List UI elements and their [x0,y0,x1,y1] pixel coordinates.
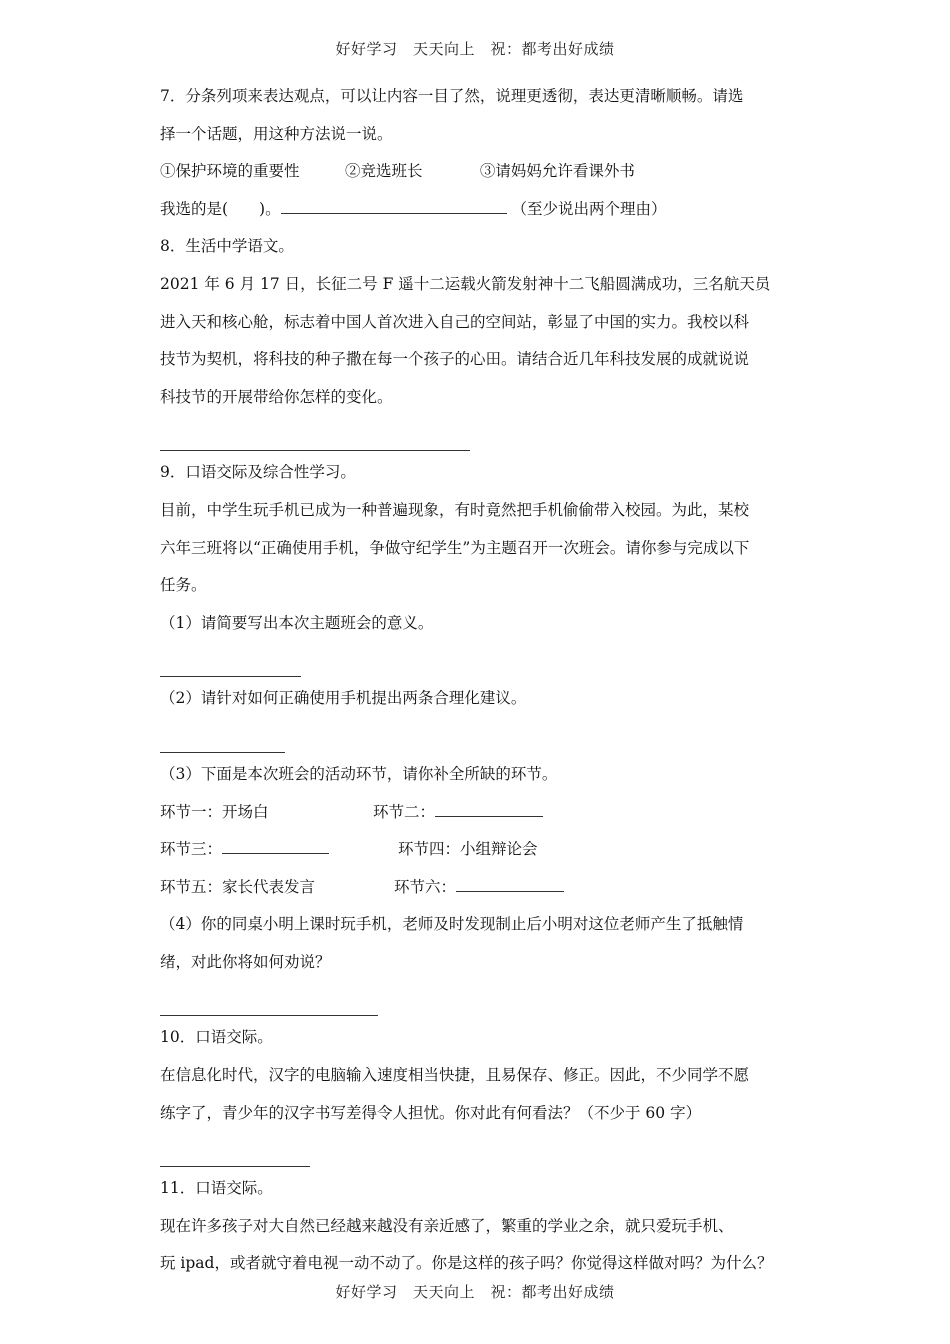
q9-step-3-label: 环节三： [160,840,223,859]
q10-para-line-1: 在信息化时代，汉字的电脑输入速度相当快捷，且易保存、修正。因此，不少同学不愿 [160,1066,750,1085]
page-header: 好好学习 天天向上 祝：都考出好成绩 [335,40,615,58]
q10-title: 10．口语交际。 [160,1028,273,1047]
q11-title: 11．口语交际。 [160,1179,273,1198]
q7-option-1: ①保护环境的重要性 [160,162,300,181]
q7-answer-prefix: 我选的是( )。 [160,199,281,218]
q7-option-2: ②竞选班长 [344,162,423,181]
q9-sub-4-line-1: （4）你的同桌小明上课时玩手机，老师及时发现制止后小明对这位老师产生了抵触情 [160,915,744,934]
q9-sub-4-line-2: 绪，对此你将如何劝说？ [160,952,331,971]
page-footer: 好好学习 天天向上 祝：都考出好成绩 [335,1283,615,1301]
q9-sub-1: （1）请简要写出本次主题班会的意义。 [160,613,434,632]
q9-step-5: 环节五：家长代表发言 [160,877,316,896]
q9-step-6-label: 环节六： [393,877,456,896]
q7-line-1: 7．分条列项来表达观点，可以让内容一目了然，说理更透彻，表达更清晰顺畅。请选 [160,87,744,105]
q9-sub-3: （3）下面是本次班会的活动环节，请你补全所缺的环节。 [160,764,558,783]
q8-para-line-1: 2021 年 6 月 17 日，长征二号 F 遥十二运载火箭发射神十二飞船圆满成功，三名航天员 [160,274,771,293]
q7-answer-blank[interactable] [281,195,507,214]
q9-step-2-label: 环节二： [372,802,435,821]
q7-answer-row [160,191,792,229]
q9-para-line-3: 任务。 [160,576,207,595]
q9-step-3-blank[interactable] [222,835,329,854]
q9-steps-row-1 [160,794,792,832]
q9-step-6-blank[interactable] [456,873,564,892]
q11-para-line-2: 玩 ipad，或者就守着电视一动不动了。你是这样的孩子吗？你觉得这样做对吗？为什么？ [160,1254,773,1273]
q7-option-3: ③请妈妈允许看课外书 [479,162,635,181]
q9-steps-row-2 [160,831,792,869]
q9-step-6 [394,869,564,907]
q9-sub-2-answer-blank[interactable] [160,732,285,753]
q9-sub-1-answer-blank[interactable] [160,656,301,677]
q8-answer-blank[interactable] [160,430,470,451]
q9-step-1: 环节一：开场白 [160,802,269,821]
q8-para-line-2: 进入天和核心舱，标志着中国人首次进入自己的空间站，彰显了中国的实力。我校以科 [160,312,750,331]
q11-para-line-1: 现在许多孩子对大自然已经越来越没有亲近感了，繁重的学业之余，就只爱玩手机、 [160,1216,734,1235]
q9-para-line-2: 六年三班将以“正确使用手机，争做守纪学生”为主题召开一次班会。请你参与完成以下 [160,538,750,557]
q7-answer-suffix: （至少说出两个理由） [511,199,667,218]
q9-para-line-1: 目前，中学生玩手机已成为一种普遍现象，有时竟然把手机偷偷带入校园。为此，某校 [160,500,750,519]
q9-steps-row-3 [160,869,792,907]
q7-options [160,153,792,191]
q9-title: 9．口语交际及综合性学习。 [160,463,356,482]
q10-answer-blank[interactable] [160,1146,310,1167]
q8-para-line-4: 科技节的开展带给你怎样的变化。 [160,387,393,406]
q9-sub-2: （2）请针对如何正确使用手机提出两条合理化建议。 [160,689,527,708]
q8-title: 8．生活中学语文。 [160,237,294,256]
q9-step-2-blank[interactable] [435,798,543,817]
q9-step-4: 环节四：小组辩论会 [397,840,538,859]
q8-para-line-3: 技节为契机，将科技的种子撒在每一个孩子的心田。请结合近几年科技发展的成就说说 [160,350,750,369]
document-body [160,78,792,1283]
q9-step-2 [373,794,543,832]
q9-step-3 [160,831,393,869]
q7-line-2: 择一个话题，用这种方法说一说。 [160,124,393,143]
q9-sub-4-answer-blank[interactable] [160,995,378,1016]
q10-para-line-2: 练字了，青少年的汉字书写差得令人担忧。你对此有何看法？（不少于 60 字） [160,1103,702,1122]
